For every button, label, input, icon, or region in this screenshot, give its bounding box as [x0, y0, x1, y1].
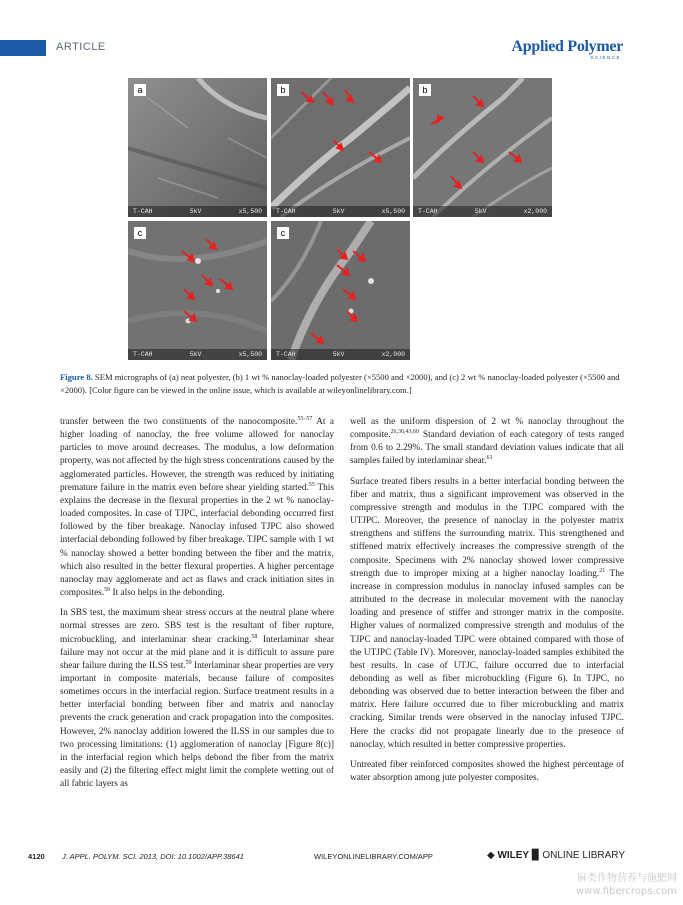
- sem-panel-c-5500: [128, 221, 267, 360]
- wiley-diamond-icon: ◆: [486, 850, 495, 861]
- sem-info-left: T-CAH: [133, 208, 153, 215]
- citation-ref: 55–57: [297, 415, 313, 422]
- text-span: It also helps in the debonding.: [110, 588, 225, 599]
- watermark-line2: www.fibercrops.com: [575, 886, 677, 897]
- sem-texture-b2: [413, 78, 552, 217]
- sem-info-left: T-CAH: [276, 351, 296, 358]
- body-column-left: [60, 416, 334, 798]
- text-span: Interlaminar shear properties are very important in composite materials, because failure of composites sometimes occurs in the interfacial region. Surface treatment results in a better interfacial bonding between fiber and matrix and nanoclay prevents the crack generation and crack propagation into the composites. However, 2% nanoclay addition lowered the ILSS in our samples due to two processing limitations: (1) agglomeration of nanoclay [Figure 8(c)] in the interfacial region which helps debond the fiber from the matrix easily and (2) the filtering effect might limit the complete wetting out of all fabric layers as: [60, 660, 334, 790]
- text-span: Standard deviation of each category of tests ranged from 0.6 to 2.29%. The small standard deviation values indicate that all samples failed by interlaminar shear.: [350, 430, 624, 467]
- sem-panel-a: [128, 78, 267, 217]
- publisher-name: WILEY: [497, 850, 530, 861]
- journal-url[interactable]: [314, 852, 433, 861]
- sem-texture-b1: [271, 78, 410, 217]
- sem-info-mid: 5kV: [332, 208, 345, 215]
- sem-info-bar: [271, 206, 410, 217]
- sem-info-bar: [128, 206, 267, 217]
- panel-label-b: b: [277, 84, 289, 96]
- sem-info-right: x2,000: [381, 351, 405, 358]
- sem-info-right: x5,500: [238, 208, 262, 215]
- text-span: The increase in compression modulus in nanoclay infused samples can be attributed to the decrease in molecular movement with the nanoclay loading and presence of stiffer and stronger matrix in the composite. Higher values of normalized compressive strength and modulus of the TJPC and nanoclay-loaded TJPC were obtained compared with those of the UTJPC (Table IV). Moreover, nanoclay-loaded samples exhibited the best results. In case of UTJC, failure occurred due to interfacial debonding as well as fiber microbuckling (Figure 6). In TJPC, no debonding was observed due to better interaction between the fiber and matrix. Here failure occurred due to fiber microbuckling and matrix cracking. Similar trends were observed in the nanoclay infused TJPC. Here the cracks did not propagate linearly due to the presence of nanoclay, which resulted in better compressive properties.: [350, 568, 624, 750]
- citation-ref: 61: [486, 455, 493, 462]
- sem-info-right: x2,000: [523, 208, 547, 215]
- citation-ref: 21: [599, 567, 606, 574]
- paragraph: [350, 476, 624, 752]
- panel-label-b: b: [419, 84, 431, 96]
- sem-texture-a: [128, 78, 267, 217]
- sem-info-bar: [128, 349, 267, 360]
- figure-caption-text: SEM micrographs of (a) neat polyester, (b) 1 wt % nanoclay-loaded polyester (×5500 and ×2000), and (c) 2 wt % nanoclay-loaded polyester (×5500 and ×2000). [Color figure can be viewed in the online issue, which is available at wileyonlinelibrary.com.]: [60, 372, 620, 395]
- figure-caption: [60, 371, 625, 397]
- body-column-right: [350, 416, 624, 792]
- sem-info-bar: [271, 349, 410, 360]
- paragraph: [350, 759, 624, 785]
- citation-ref: 58: [251, 633, 258, 640]
- publisher-suffix: ONLINE LIBRARY: [542, 850, 625, 861]
- text-span: well as the uniform dispersion of 2 wt % nanoclay throughout the composite.: [350, 417, 624, 441]
- journal-logo-subtitle: SCIENCE: [590, 55, 621, 60]
- sem-info-bar: [413, 206, 552, 217]
- sem-info-mid: 5kV: [189, 208, 202, 215]
- journal-reference: J. APPL. POLYM. SCI. 2013, DOI: 10.1002/APP.38641: [62, 852, 244, 861]
- section-color-tab: [0, 40, 46, 56]
- text-span: Interlaminar shear failure may not occur at the mid plane and it is difficult to assure pure shear failure during the ILSS test.: [60, 634, 334, 671]
- sem-info-left: T-CAH: [133, 351, 153, 358]
- sem-info-mid: 5kV: [189, 351, 202, 358]
- citation-ref: 26,36,43,60: [390, 429, 420, 436]
- citation-ref: 59: [185, 659, 192, 666]
- panel-label-c: c: [134, 227, 146, 239]
- watermark: [576, 872, 677, 898]
- sem-info-mid: 5kV: [332, 351, 345, 358]
- sem-panel-b-2000: [413, 78, 552, 217]
- book-icon: ▉: [531, 850, 540, 861]
- sem-texture-c2: [271, 221, 410, 360]
- sem-panel-b-5500: [271, 78, 410, 217]
- text-span: In SBS test, the maximum shear stress occurs at the neutral plane where normal stresses are zero. SBS test is the resultant of fiber rupture, microbuckling, and interlaminar shear cracking.: [60, 608, 334, 645]
- citation-ref: 55: [308, 481, 315, 488]
- paragraph: [60, 607, 334, 791]
- sem-panel-c-2000: [271, 221, 410, 360]
- panel-label-c: c: [277, 227, 289, 239]
- journal-logo: Applied Polymer: [511, 38, 623, 55]
- sem-info-right: x5,500: [238, 351, 262, 358]
- sem-texture-c1: [128, 221, 267, 360]
- sem-info-right: x5,500: [381, 208, 405, 215]
- text-span: Untreated fiber reinforced composites showed the highest percentage of water absorption among jute polyester composites.: [350, 759, 624, 784]
- panel-label-a: a: [134, 84, 146, 96]
- text-span: transfer between the two constituents of the nanocomposite.: [60, 417, 298, 427]
- citation-ref: 50: [104, 586, 111, 593]
- text-span: This explains the decrease in the flexural properties in the 2 wt % nanoclay-loaded composites. In case of TJPC, interfacial debonding occurred first followed by the fiber breakage. Nanoclay infused TJPC also showed interfacial debonding followed by fiber breakage. TJPC sample with 1 wt % nanoclay showed a better bonding between the fiber and the matrix, which also resulted in the better flexural properties. A higher percentage nanoclay may agglomerate and act as flaws and crack initiation sites in composites.: [60, 482, 334, 599]
- paragraph: [60, 416, 334, 600]
- text-span: At a higher loading of nanoclay, the free volume allowed for nanoclay particles to move around decreases. The modulus, a low deformation property, was not affected by the high stress concentrations caused by the agglomerated particles. However, the strength was reduced by initiating premature failure in the matrix even before shear yielding started.: [60, 417, 335, 493]
- wiley-logo: [487, 850, 625, 861]
- sem-info-mid: 5kV: [474, 208, 487, 215]
- page-number: 4120: [28, 852, 45, 861]
- journal-url-text[interactable]: WILEYONLINELIBRARY.COM/APP: [314, 852, 433, 861]
- figure-caption-label: Figure 8.: [60, 372, 93, 382]
- section-label: ARTICLE: [56, 41, 106, 53]
- text-span: Surface treated fibers results in a better interfacial bonding between the fiber and matrix, thus a significant improvement was observed in the compressive strength and modulus in the TJPC compared with the UTJPC. Moreover, the presence of nanoclay in the polyester matrix strengthens and stiffens the surrounding matrix. This strengthened and stiffened matrix effectively increases the compressive strength of the composite. Specimens with 2% nanoclay showed lower compressive strength due to improper mixing at a higher nanoclay loading.: [350, 476, 624, 579]
- sem-info-left: T-CAH: [418, 208, 438, 215]
- sem-info-left: T-CAH: [276, 208, 296, 215]
- watermark-line1: 麻类作物营养与施肥网: [577, 873, 677, 884]
- paragraph: [350, 416, 624, 469]
